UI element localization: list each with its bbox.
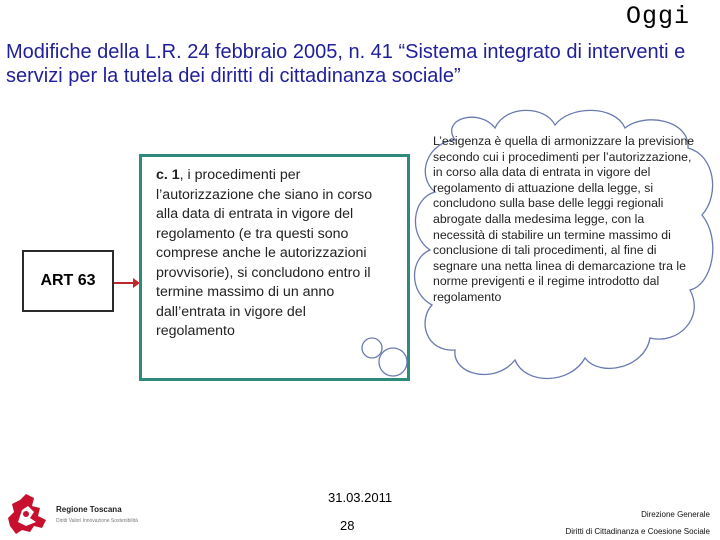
- regione-toscana-logo-icon: [4, 492, 52, 536]
- footer-date: 31.03.2011: [328, 490, 393, 505]
- department-line-1: Direzione Generale: [641, 510, 710, 519]
- department-line-2: Diritti di Cittadinanza e Coesione Sociale: [565, 527, 710, 536]
- logo-tagline: Diritti Valori Innovazione Sostenibilità: [56, 518, 138, 524]
- paragraph-body: , i procedimenti per l’autorizzazione che siano in corso alla data di entrata in vigore del regolamento (e tra questi sono comprese anche le autorizzazioni provvisorie), si concludono entro il termine massimo di un anno dall’entrata in vigore del regolamento: [156, 167, 373, 339]
- logo-name: Regione Toscana: [56, 505, 122, 514]
- article-label: ART 63: [40, 272, 96, 289]
- corner-label: Oggi: [625, 2, 690, 31]
- cloud-text: L’esigenza è quella di armonizzare la previsione secondo cui i procedimenti per l’autorizzazione, in corso alla data di entrata in vigore del regolamento di attuazione della legge, si concludono sulla base delle leggi regionali abrogate dalla medesima legge, con la necessità di stabilire un termine massimo di conclusione di tali procedimenti, al fine di segnare una netta linea di demarcazione tra le norme previgenti e il regime introdotto dal regolamento: [433, 134, 695, 304]
- slide-title: Modifiche della L.R. 24 febbraio 2005, n. 41 “Sistema integrato di interventi e servizi per la tutela dei diritti di cittadinanza sociale”: [6, 41, 686, 87]
- page-number: 28: [340, 518, 355, 533]
- paragraph-prefix: c. 1: [156, 167, 180, 183]
